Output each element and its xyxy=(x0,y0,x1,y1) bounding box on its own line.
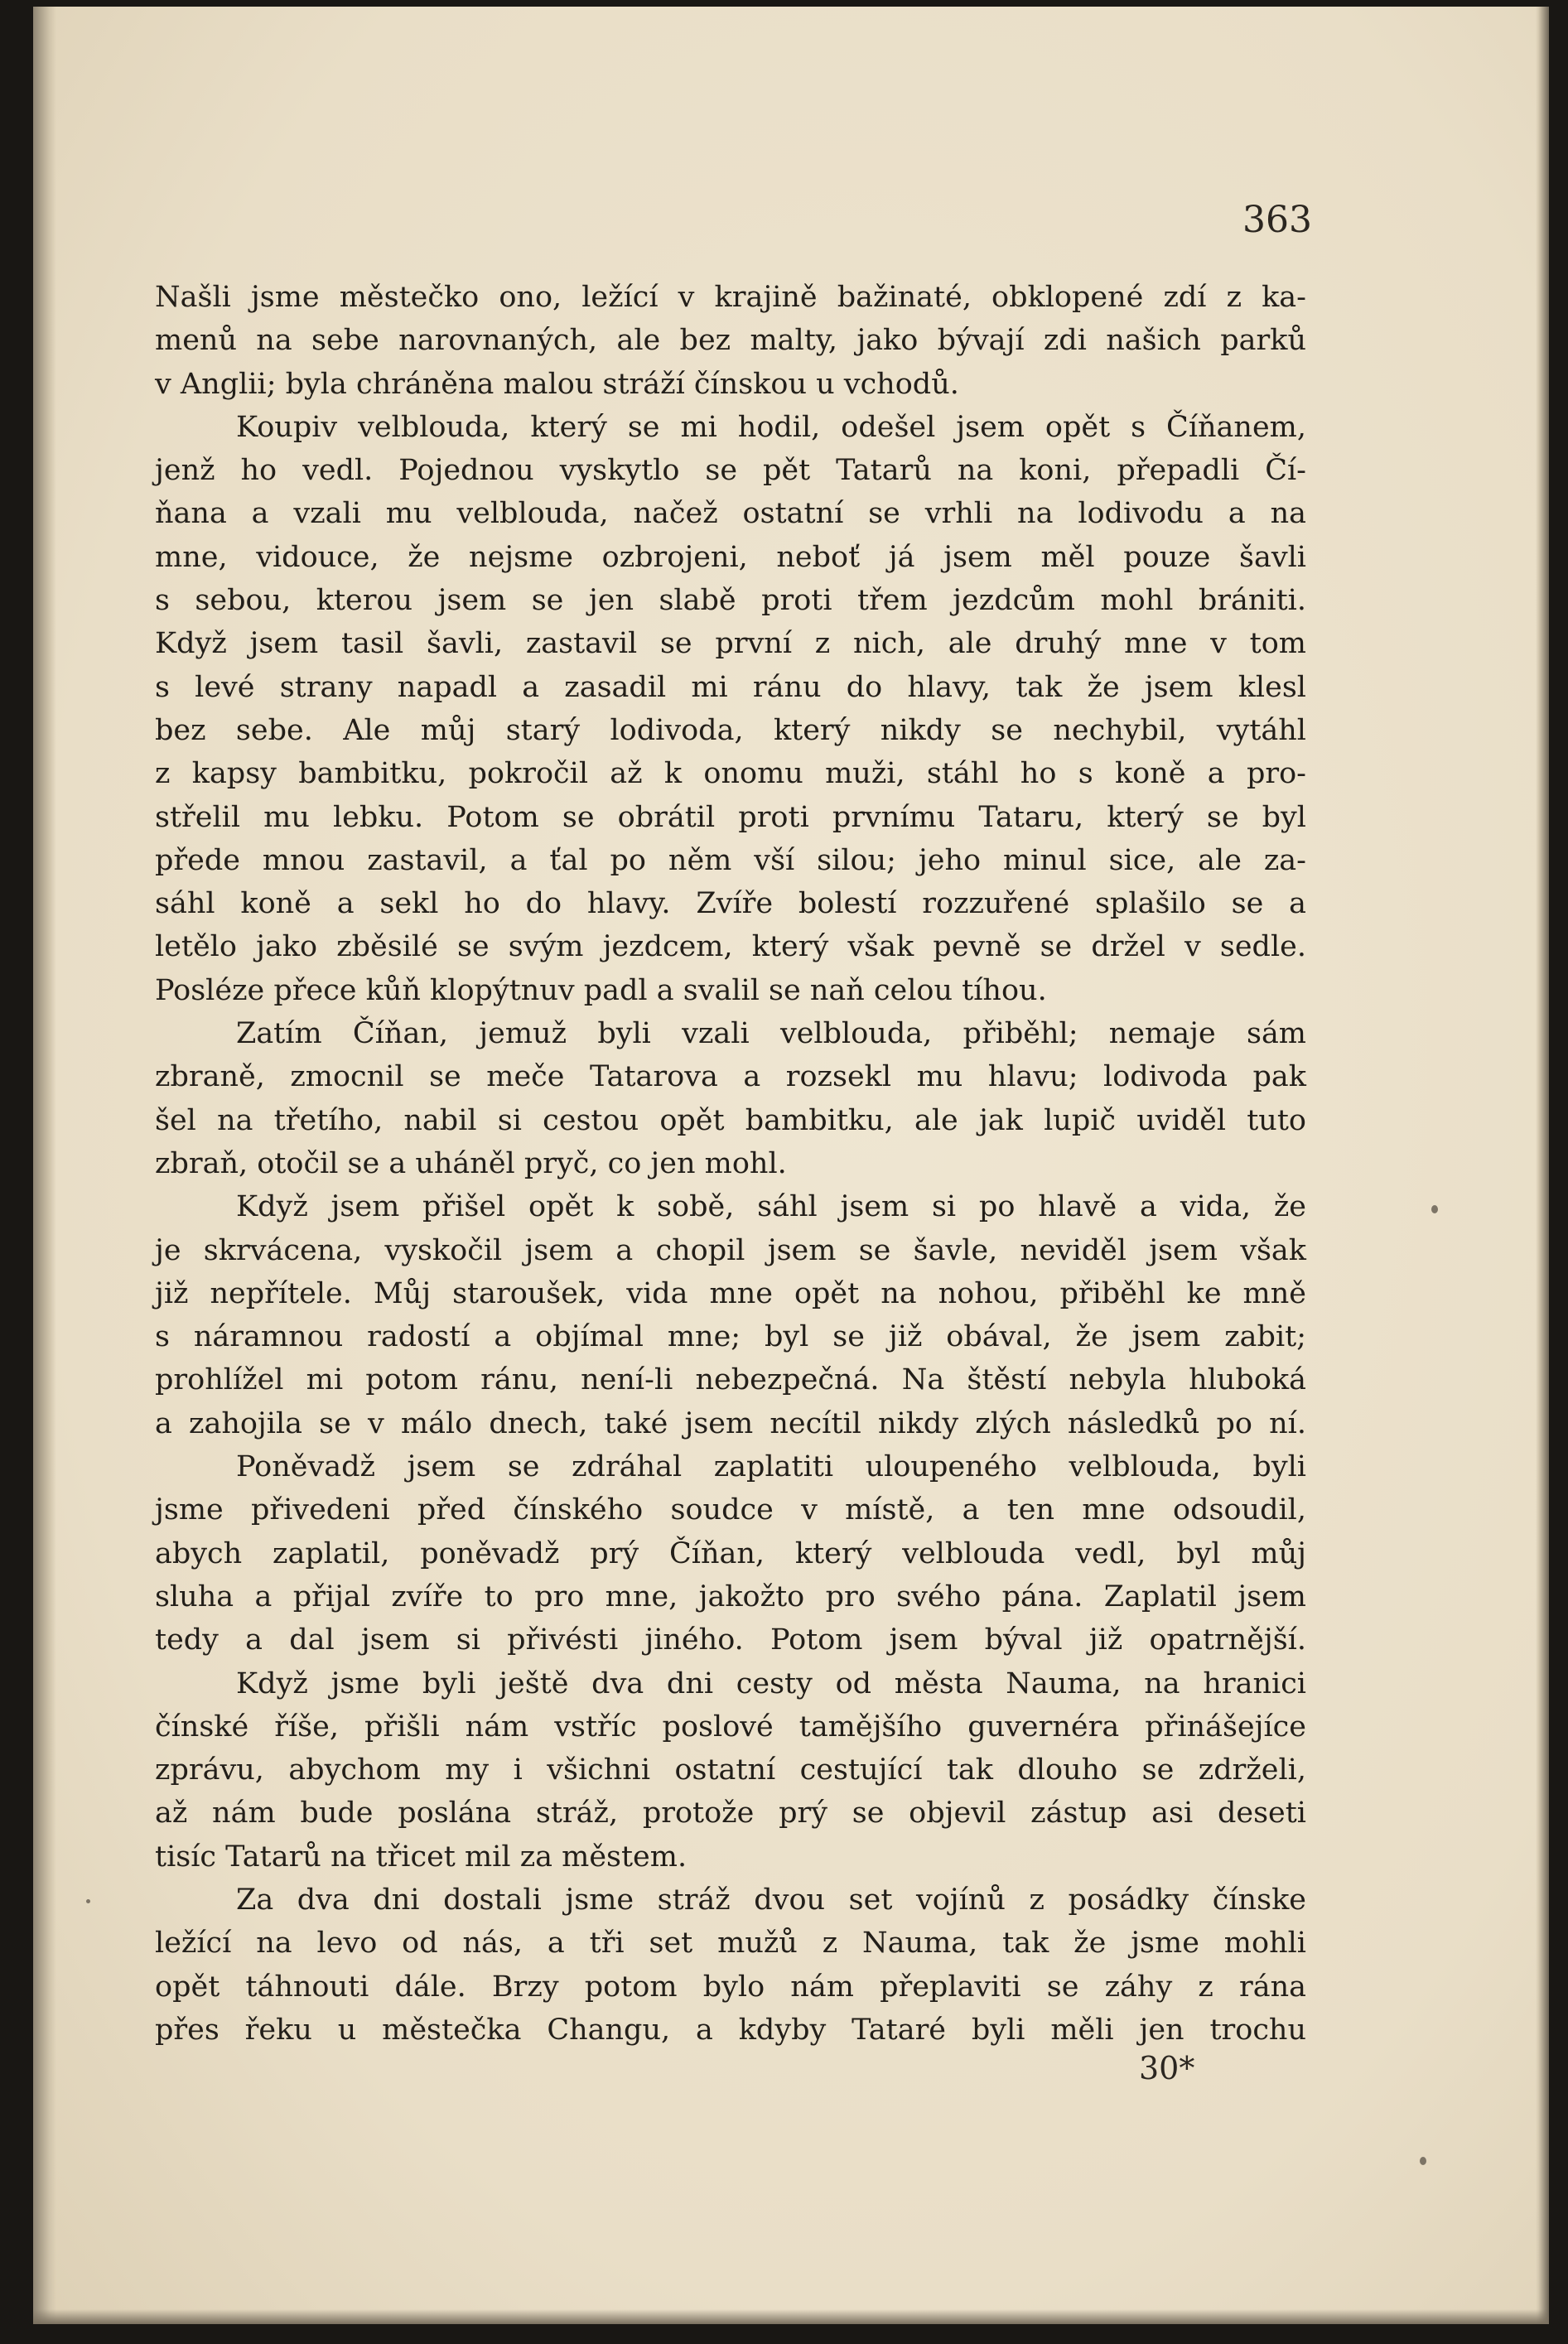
text-line: zprávu, abychom my i všichni ostatní cestující tak dlouho se zdrželi, xyxy=(155,1753,1306,1787)
text-line: v Anglii; byla chráněna malou stráží čínskou u vchodů. xyxy=(155,367,959,401)
text-line: abych zaplatil, poněvadž prý Číňan, který velblouda vedl, byl můj xyxy=(155,1536,1306,1570)
text-line: sluha a přijal zvíře to pro mne, jakožto pro svého pána. Zaplatil jsem xyxy=(155,1580,1306,1613)
text-line: Zatím Číňan, jemuž byli vzali velblouda, přiběhl; nemaje sám xyxy=(236,1017,1306,1051)
margin-speck xyxy=(1420,2157,1426,2165)
text-line: ňana a vzali mu velblouda, načež ostatní se vrhli na lodivodu a na xyxy=(155,497,1306,531)
text-line: opět táhnouti dále. Brzy potom bylo nám přeplaviti se záhy z rána xyxy=(155,1970,1306,2004)
text-line: tedy a dal jsem si přivésti jiného. Potom jsem býval již opatrnější. xyxy=(155,1623,1306,1657)
text-line: letělo jako zběsilé se svým jezdcem, který však pevně se držel v sedle. xyxy=(155,930,1306,964)
text-line: čínské říše, přišli nám vstříc poslové tamějšího guvernéra přinášejíce xyxy=(155,1710,1306,1744)
page-bottom-edge-shadow xyxy=(33,2309,1549,2324)
body-text xyxy=(155,276,1306,2052)
text-line: Posléze přece kůň klopýtnuv padl a svalil se naň celou tíhou. xyxy=(155,973,1047,1007)
text-line: až nám bude poslána stráž, protože prý se objevil zástup asi deseti xyxy=(155,1797,1306,1830)
text-line: je skrvácena, vyskočil jsem a chopil jsem se šavle, neviděl jsem však xyxy=(155,1233,1306,1267)
text-line: jsme přivedeni před čínského soudce v místě, a ten mne odsoudil, xyxy=(155,1493,1306,1527)
margin-speck xyxy=(1431,1205,1438,1213)
text-line: šel na třetího, nabil si cestou opět bambitku, ale jak lupič uviděl tuto xyxy=(155,1103,1306,1137)
text-line: a zahojila se v málo dnech, také jsem necítil nikdy zlých následků po ní. xyxy=(155,1406,1306,1440)
page-right-edge-shadow xyxy=(1536,7,1549,2324)
text-line: již nepřítele. Můj staroušek, vida mne opět na nohou, přiběhl ke mně xyxy=(155,1276,1306,1310)
text-line: Našli jsme městečko ono, ležící v krajině bažinaté, obklopené zdí z ka- xyxy=(155,281,1306,314)
text-line: Poněvadž jsem se zdráhal zaplatiti uloupeného velblouda, byli xyxy=(236,1450,1306,1484)
text-line: přes řeku u městečka Changu, a kdyby Tataré byli měli jen trochu xyxy=(155,2013,1306,2047)
text-line: mne, vidouce, že nejsme ozbrojeni, neboť já jsem měl pouze šavli xyxy=(155,540,1306,574)
text-line: tisíc Tatarů na třicet mil za městem. xyxy=(155,1840,688,1874)
signature-mark: 30* xyxy=(1139,2050,1195,2086)
page-number: 363 xyxy=(1242,199,1312,241)
text-line: Když jsme byli ještě dva dni cesty od města Nauma, na hranici xyxy=(236,1666,1306,1700)
text-line: sáhl koně a sekl ho do hlavy. Zvíře bolestí rozzuřené splašilo se a xyxy=(155,887,1306,921)
text-line: z kapsy bambitku, pokročil až k onomu muži, stáhl ho s koně a pro- xyxy=(155,757,1306,791)
text-line: zbraně, zmocnil se meče Tatarova a rozsekl mu hlavu; lodivoda pak xyxy=(155,1060,1306,1094)
margin-speck xyxy=(86,1899,90,1903)
text-line: jenž ho vedl. Pojednou vyskytlo se pět Tatarů na koni, přepadli Čí- xyxy=(155,454,1306,488)
text-line: přede mnou zastavil, a ťal po něm vší silou; jeho minul sice, ale za- xyxy=(155,843,1306,877)
text-line: bez sebe. Ale můj starý lodivoda, který nikdy se nechybil, vytáhl xyxy=(155,713,1306,747)
page-left-edge-shadow xyxy=(33,7,56,2324)
text-line: menů na sebe narovnaných, ale bez malty, jako bývají zdi našich parků xyxy=(155,324,1306,358)
text-line: zbraň, otočil se a uháněl pryč, co jen mohl. xyxy=(155,1146,787,1180)
text-line: s náramnou radostí a objímal mne; byl se již obával, že jsem zabit; xyxy=(155,1320,1306,1354)
text-line: Koupiv velblouda, který se mi hodil, odešel jsem opět s Číňanem, xyxy=(236,410,1306,444)
text-line: ležící na levo od nás, a tři set mužů z Nauma, tak že jsme mohli xyxy=(155,1927,1306,1961)
text-line: prohlížel mi potom ránu, není-li nebezpečná. Na štěstí nebyla hluboká xyxy=(155,1363,1306,1397)
text-line: Když jsem tasil šavli, zastavil se první z nich, ale druhý mne v tom xyxy=(155,627,1306,661)
text-line: Za dva dni dostali jsme stráž dvou set vojínů z posádky čínske xyxy=(236,1883,1306,1917)
text-line: s sebou, kterou jsem se jen slabě proti třem jezdcům mohl brániti. xyxy=(155,584,1306,618)
text-line: Když jsem přišel opět k sobě, sáhl jsem si po hlavě a vida, že xyxy=(236,1190,1306,1224)
text-line: střelil mu lebku. Potom se obrátil proti prvnímu Tataru, který se byl xyxy=(155,800,1306,834)
text-line: s levé strany napadl a zasadil mi ránu do hlavy, tak že jsem klesl xyxy=(155,670,1306,704)
